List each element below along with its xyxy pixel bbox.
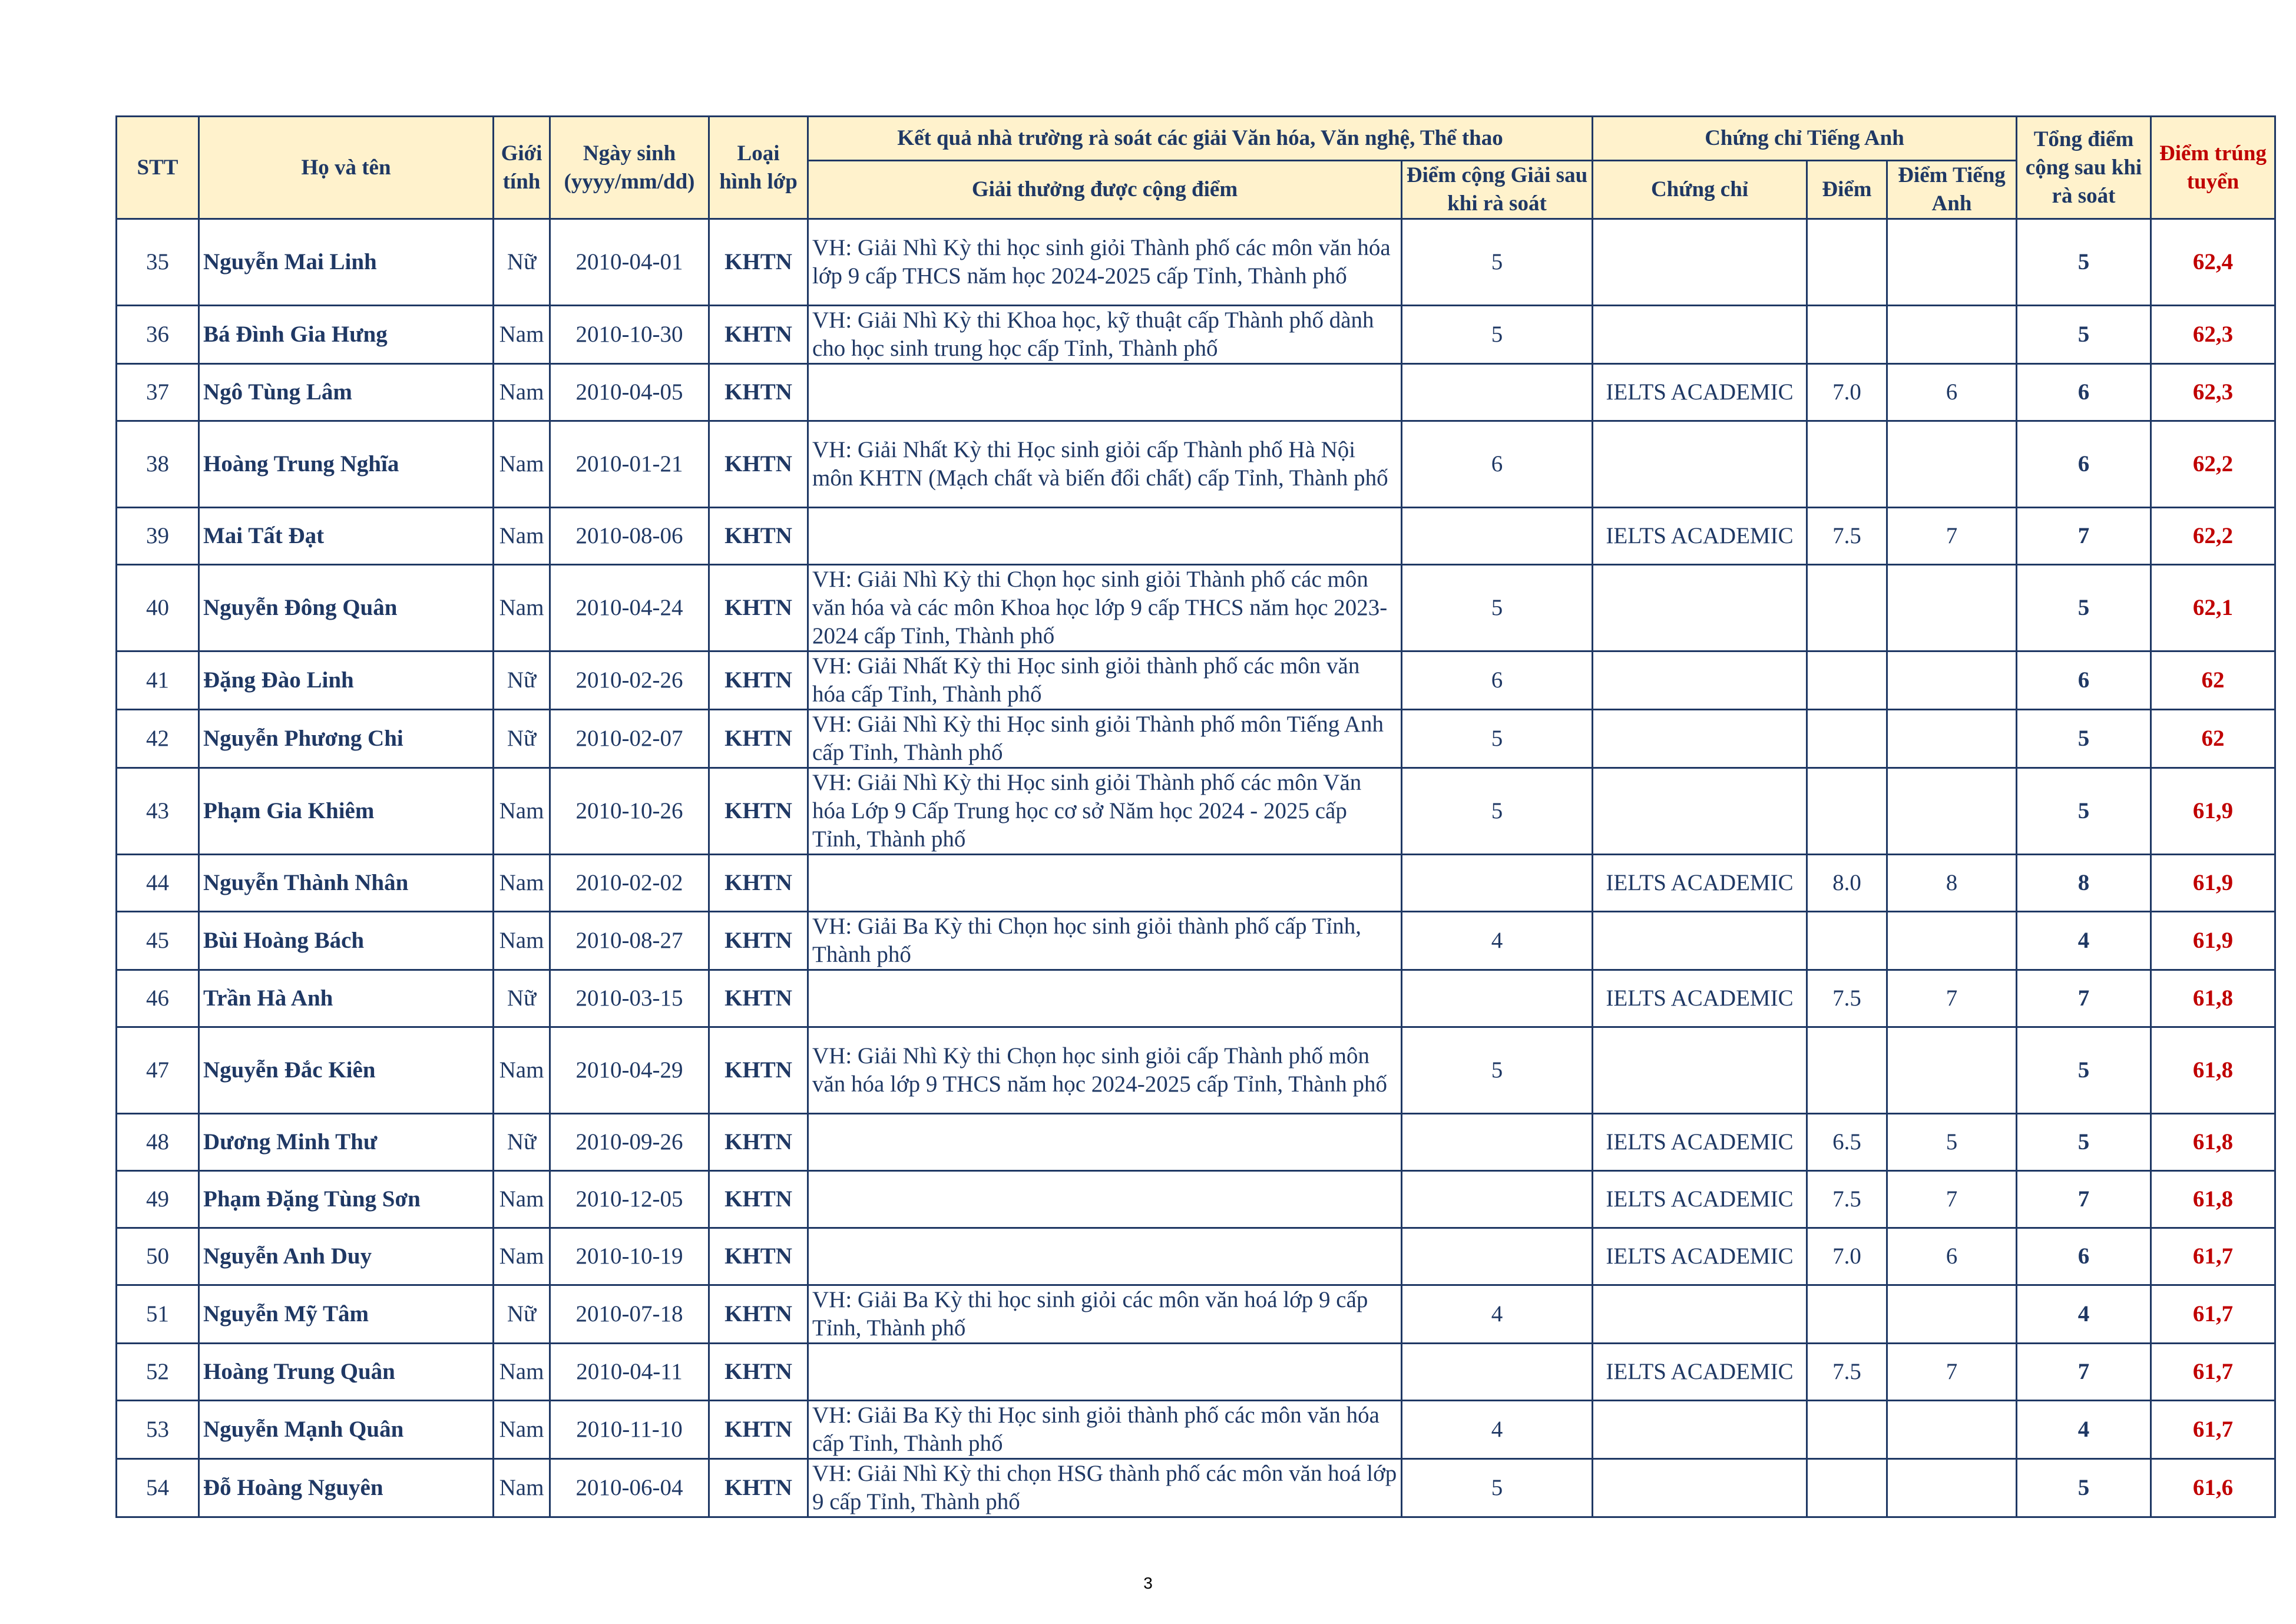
name-cell: Nguyễn Phương Chi [199,710,494,768]
stt-cell: 47 [117,1027,199,1114]
stt-cell: 52 [117,1344,199,1401]
class-type-cell: KHTN [709,364,808,421]
cert-score-cell [1807,1027,1887,1114]
cert-score-cell [1807,306,1887,364]
final-score-cell: 61,8 [2151,1027,2275,1114]
class-type-cell: KHTN [709,421,808,508]
award-cell: VH: Giải Nhì Kỳ thi Chọn học sinh giỏi cấp Thành phố môn văn hóa lớp 9 THCS năm học 2024-2025 cấp Tỉnh, Thành phố [808,1027,1402,1114]
class-type-cell: KHTN [709,1344,808,1401]
cert-score-cell [1807,421,1887,508]
award-points-cell: 5 [1402,710,1593,768]
gender-cell: Nam [494,364,550,421]
gender-cell: Nam [494,1171,550,1228]
name-cell: Đặng Đào Linh [199,651,494,710]
gender-cell: Nam [494,306,550,364]
award-points-cell [1402,364,1593,421]
final-score-cell: 62,2 [2151,508,2275,565]
name-cell: Mai Tất Đạt [199,508,494,565]
header-name: Họ và tên [199,117,494,219]
class-type-cell: KHTN [709,768,808,855]
table-row [117,1228,2275,1285]
dob-cell: 2010-04-24 [550,565,709,651]
dob-cell: 2010-07-18 [550,1285,709,1344]
certificate-cell [1593,565,1807,651]
table-row [117,421,2275,508]
class-type-cell: KHTN [709,1401,808,1459]
award-cell: VH: Giải Nhì Kỳ thi chọn HSG thành phố các môn văn hoá lớp 9 cấp Tỉnh, Thành phố [808,1459,1402,1517]
final-score-cell: 61,9 [2151,855,2275,912]
dob-cell: 2010-02-07 [550,710,709,768]
dob-cell: 2010-10-30 [550,306,709,364]
name-cell: Phạm Đặng Tùng Sơn [199,1171,494,1228]
gender-cell: Nữ [494,970,550,1027]
award-cell: VH: Giải Nhì Kỳ thi Học sinh giỏi Thành phố các môn Văn hóa Lớp 9 Cấp Trung học cơ sở Năm học 2024 - 2025 cấp Tỉnh, Thành phố [808,768,1402,855]
final-score-cell: 62,4 [2151,219,2275,306]
award-cell: VH: Giải Nhì Kỳ thi Khoa học, kỹ thuật cấp Thành phố dành cho học sinh trung học cấp Tỉnh, Thành phố [808,306,1402,364]
header-dob: Ngày sinh (yyyy/mm/dd) [550,117,709,219]
name-cell: Nguyễn Mỹ Tâm [199,1285,494,1344]
final-score-cell: 62 [2151,651,2275,710]
award-points-cell: 4 [1402,1401,1593,1459]
award-points-cell [1402,970,1593,1027]
header-stt: STT [117,117,199,219]
stt-cell: 39 [117,508,199,565]
gender-cell: Nam [494,565,550,651]
total-bonus-cell: 5 [2017,219,2151,306]
cert-score-cell [1807,1285,1887,1344]
header-english-group: Chứng chỉ Tiếng Anh [1593,117,2017,161]
gender-cell: Nam [494,912,550,970]
english-points-cell [1887,710,2017,768]
gender-cell: Nam [494,1228,550,1285]
table-row [117,565,2275,651]
table-row [117,1459,2275,1517]
class-type-cell: KHTN [709,855,808,912]
total-bonus-cell: 6 [2017,1228,2151,1285]
english-points-cell [1887,421,2017,508]
award-points-cell [1402,1228,1593,1285]
award-points-cell: 5 [1402,768,1593,855]
certificate-cell: IELTS ACADEMIC [1593,970,1807,1027]
english-points-cell: 8 [1887,855,2017,912]
class-type-cell: KHTN [709,1114,808,1171]
name-cell: Bá Đình Gia Hưng [199,306,494,364]
dob-cell: 2010-04-05 [550,364,709,421]
final-score-cell: 62,3 [2151,364,2275,421]
gender-cell: Nam [494,855,550,912]
english-points-cell [1887,1459,2017,1517]
english-points-cell [1887,219,2017,306]
table-row [117,768,2275,855]
award-points-cell [1402,1114,1593,1171]
stt-cell: 36 [117,306,199,364]
dob-cell: 2010-04-29 [550,1027,709,1114]
name-cell: Hoàng Trung Nghĩa [199,421,494,508]
dob-cell: 2010-10-19 [550,1228,709,1285]
name-cell: Bùi Hoàng Bách [199,912,494,970]
dob-cell: 2010-08-27 [550,912,709,970]
total-bonus-cell: 7 [2017,1344,2151,1401]
final-score-cell: 61,6 [2151,1459,2275,1517]
name-cell: Dương Minh Thư [199,1114,494,1171]
final-score-cell: 61,7 [2151,1401,2275,1459]
award-cell [808,508,1402,565]
gender-cell: Nam [494,1027,550,1114]
award-points-cell: 5 [1402,565,1593,651]
award-points-cell: 5 [1402,1459,1593,1517]
stt-cell: 53 [117,1401,199,1459]
gender-cell: Nữ [494,219,550,306]
award-points-cell: 5 [1402,1027,1593,1114]
total-bonus-cell: 7 [2017,970,2151,1027]
name-cell: Nguyễn Mạnh Quân [199,1401,494,1459]
table-row [117,912,2275,970]
class-type-cell: KHTN [709,651,808,710]
total-bonus-cell: 7 [2017,508,2151,565]
award-cell [808,1344,1402,1401]
award-points-cell [1402,855,1593,912]
total-bonus-cell: 4 [2017,1285,2151,1344]
cert-score-cell: 7.5 [1807,1171,1887,1228]
stt-cell: 46 [117,970,199,1027]
award-cell [808,1171,1402,1228]
stt-cell: 35 [117,219,199,306]
award-points-cell: 5 [1402,219,1593,306]
cert-score-cell: 7.5 [1807,970,1887,1027]
dob-cell: 2010-08-06 [550,508,709,565]
total-bonus-cell: 5 [2017,1114,2151,1171]
award-points-cell: 6 [1402,651,1593,710]
stt-cell: 41 [117,651,199,710]
dob-cell: 2010-10-26 [550,768,709,855]
english-points-cell [1887,768,2017,855]
certificate-cell: IELTS ACADEMIC [1593,855,1807,912]
award-cell [808,970,1402,1027]
class-type-cell: KHTN [709,710,808,768]
english-points-cell [1887,565,2017,651]
stt-cell: 37 [117,364,199,421]
total-bonus-cell: 5 [2017,565,2151,651]
dob-cell: 2010-02-02 [550,855,709,912]
class-type-cell: KHTN [709,1171,808,1228]
english-points-cell [1887,306,2017,364]
award-cell [808,1228,1402,1285]
class-type-cell: KHTN [709,1228,808,1285]
total-bonus-cell: 5 [2017,768,2151,855]
stt-cell: 49 [117,1171,199,1228]
total-bonus-cell: 4 [2017,912,2151,970]
total-bonus-cell: 6 [2017,651,2151,710]
total-bonus-cell: 5 [2017,1459,2151,1517]
admission-results-table [115,115,2276,1518]
gender-cell: Nam [494,508,550,565]
total-bonus-cell: 8 [2017,855,2151,912]
final-score-cell: 62,1 [2151,565,2275,651]
final-score-cell: 62 [2151,710,2275,768]
cert-score-cell [1807,651,1887,710]
certificate-cell [1593,421,1807,508]
table-row [117,219,2275,306]
english-points-cell [1887,1401,2017,1459]
stt-cell: 40 [117,565,199,651]
english-points-cell: 5 [1887,1114,2017,1171]
award-cell: VH: Giải Nhì Kỳ thi Chọn học sinh giỏi Thành phố các môn văn hóa và các môn Khoa học lớp 9 cấp THCS năm học 2023-2024 cấp Tỉnh, Thành phố [808,565,1402,651]
final-score-cell: 61,8 [2151,970,2275,1027]
total-bonus-cell: 6 [2017,421,2151,508]
award-points-cell: 6 [1402,421,1593,508]
name-cell: Nguyễn Đắc Kiên [199,1027,494,1114]
name-cell: Hoàng Trung Quân [199,1344,494,1401]
total-bonus-cell: 5 [2017,1027,2151,1114]
table-row [117,855,2275,912]
cert-score-cell [1807,1401,1887,1459]
dob-cell: 2010-02-26 [550,651,709,710]
name-cell: Đỗ Hoàng Nguyên [199,1459,494,1517]
english-points-cell: 7 [1887,1171,2017,1228]
final-score-cell: 61,7 [2151,1344,2275,1401]
table-row [117,1285,2275,1344]
name-cell: Nguyễn Anh Duy [199,1228,494,1285]
dob-cell: 2010-04-01 [550,219,709,306]
final-score-cell: 62,3 [2151,306,2275,364]
table-row [117,1401,2275,1459]
award-points-cell [1402,1344,1593,1401]
certificate-cell: IELTS ACADEMIC [1593,508,1807,565]
certificate-cell: IELTS ACADEMIC [1593,1114,1807,1171]
table-row [117,1027,2275,1114]
header-cert-score: Điểm [1807,161,1887,219]
english-points-cell: 7 [1887,970,2017,1027]
final-score-cell: 62,2 [2151,421,2275,508]
english-points-cell: 6 [1887,364,2017,421]
award-cell [808,855,1402,912]
table-row [117,1344,2275,1401]
class-type-cell: KHTN [709,970,808,1027]
final-score-cell: 61,8 [2151,1114,2275,1171]
certificate-cell [1593,1285,1807,1344]
gender-cell: Nam [494,1401,550,1459]
header-award: Giải thưởng được cộng điểm [808,161,1402,219]
english-points-cell [1887,912,2017,970]
class-type-cell: KHTN [709,1459,808,1517]
final-score-cell: 61,7 [2151,1228,2275,1285]
name-cell: Nguyễn Đông Quân [199,565,494,651]
cert-score-cell [1807,219,1887,306]
table-body [117,219,2275,1517]
header-final-score: Điểm trúng tuyển [2151,117,2275,219]
header-english-points: Điểm Tiếng Anh [1887,161,2017,219]
stt-cell: 48 [117,1114,199,1171]
cert-score-cell [1807,565,1887,651]
certificate-cell: IELTS ACADEMIC [1593,1228,1807,1285]
cert-score-cell [1807,768,1887,855]
class-type-cell: KHTN [709,1285,808,1344]
cert-score-cell [1807,1459,1887,1517]
stt-cell: 51 [117,1285,199,1344]
dob-cell: 2010-06-04 [550,1459,709,1517]
award-cell: VH: Giải Nhì Kỳ thi Học sinh giỏi Thành phố môn Tiếng Anh cấp Tỉnh, Thành phố [808,710,1402,768]
certificate-cell: IELTS ACADEMIC [1593,1171,1807,1228]
cert-score-cell: 6.5 [1807,1114,1887,1171]
award-cell [808,364,1402,421]
cert-score-cell [1807,912,1887,970]
english-points-cell [1887,651,2017,710]
total-bonus-cell: 7 [2017,1171,2151,1228]
english-points-cell: 7 [1887,508,2017,565]
header-total-bonus: Tổng điểm cộng sau khi rà soát [2017,117,2151,219]
stt-cell: 42 [117,710,199,768]
stt-cell: 44 [117,855,199,912]
certificate-cell [1593,1027,1807,1114]
final-score-cell: 61,8 [2151,1171,2275,1228]
stt-cell: 45 [117,912,199,970]
name-cell: Nguyễn Mai Linh [199,219,494,306]
final-score-cell: 61,9 [2151,768,2275,855]
stt-cell: 38 [117,421,199,508]
award-cell: VH: Giải Nhì Kỳ thi học sinh giỏi Thành phố các môn văn hóa lớp 9 cấp THCS năm học 2024-2025 cấp Tỉnh, Thành phố [808,219,1402,306]
stt-cell: 50 [117,1228,199,1285]
header-review-group: Kết quả nhà trường rà soát các giải Văn hóa, Văn nghệ, Thể thao [808,117,1593,161]
english-points-cell [1887,1285,2017,1344]
certificate-cell [1593,768,1807,855]
page-number: 3 [1143,1574,1153,1592]
table-row [117,306,2275,364]
table-row [117,970,2275,1027]
gender-cell: Nam [494,1459,550,1517]
english-points-cell: 6 [1887,1228,2017,1285]
stt-cell: 54 [117,1459,199,1517]
name-cell: Nguyễn Thành Nhân [199,855,494,912]
english-points-cell [1887,1027,2017,1114]
certificate-cell [1593,651,1807,710]
certificate-cell [1593,710,1807,768]
class-type-cell: KHTN [709,912,808,970]
header-award-points: Điểm cộng Giải sau khi rà soát [1402,161,1593,219]
header-certificate: Chứng chỉ [1593,161,1807,219]
stt-cell: 43 [117,768,199,855]
total-bonus-cell: 6 [2017,364,2151,421]
gender-cell: Nam [494,421,550,508]
dob-cell: 2010-11-10 [550,1401,709,1459]
gender-cell: Nam [494,768,550,855]
dob-cell: 2010-03-15 [550,970,709,1027]
certificate-cell: IELTS ACADEMIC [1593,1344,1807,1401]
dob-cell: 2010-04-11 [550,1344,709,1401]
english-points-cell: 7 [1887,1344,2017,1401]
name-cell: Ngô Tùng Lâm [199,364,494,421]
certificate-cell [1593,1459,1807,1517]
dob-cell: 2010-01-21 [550,421,709,508]
name-cell: Trần Hà Anh [199,970,494,1027]
award-cell: VH: Giải Ba Kỳ thi Học sinh giỏi thành phố các môn văn hóa cấp Tỉnh, Thành phố [808,1401,1402,1459]
cert-score-cell: 7.5 [1807,508,1887,565]
award-points-cell: 4 [1402,912,1593,970]
award-cell: VH: Giải Nhất Kỳ thi Học sinh giỏi cấp Thành phố Hà Nội môn KHTN (Mạch chất và biến đổi chất) cấp Tỉnh, Thành phố [808,421,1402,508]
cert-score-cell: 7.0 [1807,1228,1887,1285]
cert-score-cell: 7.0 [1807,364,1887,421]
award-points-cell: 4 [1402,1285,1593,1344]
class-type-cell: KHTN [709,306,808,364]
award-points-cell [1402,1171,1593,1228]
gender-cell: Nữ [494,651,550,710]
gender-cell: Nam [494,1344,550,1401]
certificate-cell [1593,306,1807,364]
class-type-cell: KHTN [709,1027,808,1114]
award-cell: VH: Giải Ba Kỳ thi học sinh giỏi các môn văn hoá lớp 9 cấp Tỉnh, Thành phố [808,1285,1402,1344]
class-type-cell: KHTN [709,508,808,565]
table-row [117,508,2275,565]
total-bonus-cell: 5 [2017,710,2151,768]
certificate-cell [1593,1401,1807,1459]
certificate-cell: IELTS ACADEMIC [1593,364,1807,421]
dob-cell: 2010-09-26 [550,1114,709,1171]
award-cell [808,1114,1402,1171]
total-bonus-cell: 4 [2017,1401,2151,1459]
cert-score-cell: 7.5 [1807,1344,1887,1401]
name-cell: Phạm Gia Khiêm [199,768,494,855]
table-row [117,710,2275,768]
certificate-cell [1593,912,1807,970]
gender-cell: Nữ [494,1285,550,1344]
header-class-type: Loại hình lớp [709,117,808,219]
award-cell: VH: Giải Nhất Kỳ thi Học sinh giỏi thành phố các môn văn hóa cấp Tỉnh, Thành phố [808,651,1402,710]
table-row [117,1114,2275,1171]
cert-score-cell [1807,710,1887,768]
final-score-cell: 61,9 [2151,912,2275,970]
award-points-cell [1402,508,1593,565]
table-row [117,651,2275,710]
class-type-cell: KHTN [709,565,808,651]
header-gender: Giới tính [494,117,550,219]
gender-cell: Nữ [494,1114,550,1171]
table-row [117,364,2275,421]
gender-cell: Nữ [494,710,550,768]
cert-score-cell: 8.0 [1807,855,1887,912]
award-cell: VH: Giải Ba Kỳ thi Chọn học sinh giỏi thành phố cấp Tỉnh, Thành phố [808,912,1402,970]
certificate-cell [1593,219,1807,306]
final-score-cell: 61,7 [2151,1285,2275,1344]
total-bonus-cell: 5 [2017,306,2151,364]
dob-cell: 2010-12-05 [550,1171,709,1228]
table-row [117,1171,2275,1228]
award-points-cell: 5 [1402,306,1593,364]
class-type-cell: KHTN [709,219,808,306]
